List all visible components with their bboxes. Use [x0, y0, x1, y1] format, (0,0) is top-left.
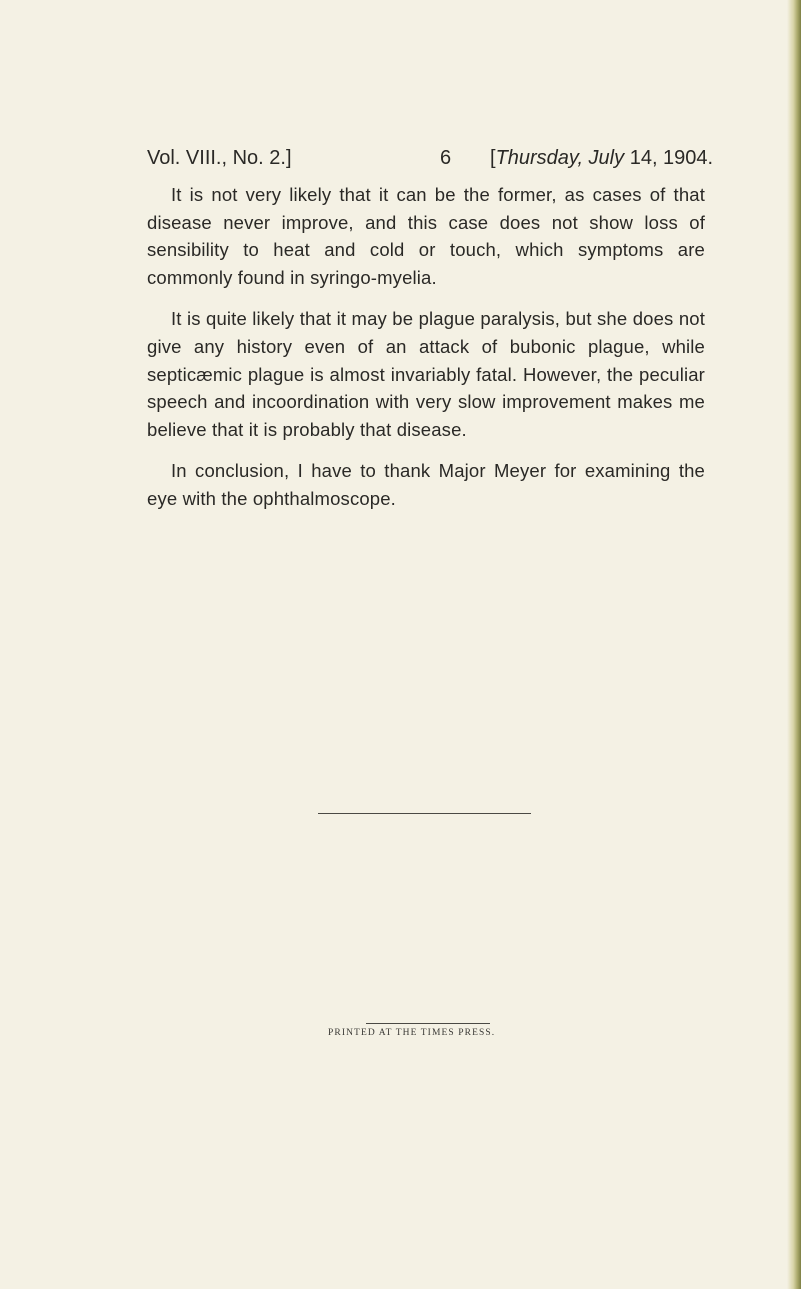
page-edge	[787, 0, 801, 1289]
date-open-bracket: [	[490, 147, 496, 169]
date-rest: 14, 1904.	[624, 147, 714, 169]
paragraph: In conclusion, I have to thank Major Meyer for examining the eye with the ophthalmoscope.	[147, 460, 705, 509]
issue-date	[490, 143, 713, 173]
page-number: 6	[440, 147, 452, 169]
volume-number: Vol. VIII., No. 2.]	[147, 147, 292, 169]
printer-imprint: PRINTED AT THE TIMES PRESS.	[328, 1028, 496, 1038]
section-divider	[318, 813, 531, 814]
article-body	[147, 181, 705, 527]
paragraph: It is quite likely that it may be plague paralysis, but she does not give any history even of an attack of bubonic plague, while septicæmic plague is almost invariably fatal. However, the peculiar speech and incoordination with very slow improvement makes me believe that it is probably that disease.	[147, 308, 705, 440]
date-day: Thursday, July	[495, 147, 625, 169]
imprint-rule	[366, 1023, 490, 1024]
running-header	[147, 143, 714, 173]
paragraph: It is not very likely that it can be the former, as cases of that disease never improve, and this case does not show loss of sensibility to heat and cold or touch, which symptoms are commonly found in syringo-myelia.	[147, 184, 705, 288]
